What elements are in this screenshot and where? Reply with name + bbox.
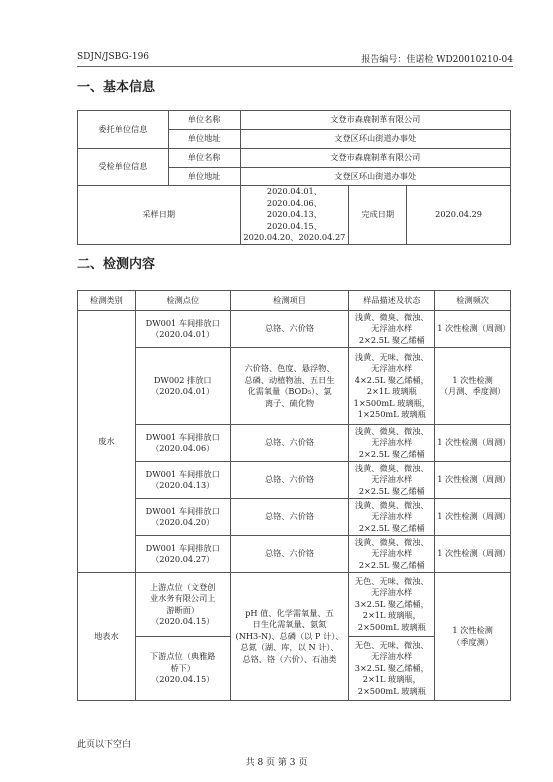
text-line: 无浮油水样 xyxy=(371,363,413,373)
text-line: DW001 车间排放口 xyxy=(145,468,220,479)
text-line: 2×500mL 玻璃瓶 xyxy=(357,621,426,632)
surface-frequency xyxy=(435,573,511,701)
text-line: 总铬、六价铬 xyxy=(264,474,315,485)
text-line: 2×1L 玻璃瓶 xyxy=(366,386,417,396)
complete-date-value: 2020.04.29 xyxy=(407,186,511,245)
text-line: 1×250mL 玻璃瓶 xyxy=(357,409,426,419)
text-line: 化需氧量（BOD₅）、氯 xyxy=(247,386,332,396)
test-items xyxy=(230,311,349,348)
text-line: DW002 排放口 xyxy=(153,374,212,385)
text-line: 无浮油水样 xyxy=(371,587,413,598)
detection-table xyxy=(77,290,511,701)
text-line: 2×1L 玻璃瓶， xyxy=(362,674,421,685)
sample-point-upstream xyxy=(135,573,230,637)
text-line: 下游点位（典雅路 xyxy=(149,651,216,662)
table-row xyxy=(78,348,511,425)
sample-point xyxy=(135,311,230,348)
inspected-name-value: 文登市森鹿制革有限公司 xyxy=(240,149,511,168)
frequency xyxy=(435,348,511,425)
text-line: 无色、无味、微浊、 xyxy=(354,575,429,586)
sample-point-downstream xyxy=(135,637,230,701)
text-line: 日生化需氧量、氨氮 xyxy=(252,619,327,630)
text-line: （季度测） xyxy=(452,636,494,647)
sample-point xyxy=(135,348,230,425)
sampling-dates xyxy=(240,186,349,245)
doc-code: SDJN/JSBG-196 xyxy=(77,52,150,62)
text-line: 1 次性检测（周测） xyxy=(437,548,511,559)
text-line: 总铬、六价铬 xyxy=(264,437,315,448)
text-line: 总铬、六价铬 xyxy=(264,511,315,522)
text-line: 浅黄、微臭、微浊、 xyxy=(354,311,429,322)
sample-point xyxy=(135,536,230,573)
text-line: 浅黄、微臭、微浊、 xyxy=(354,499,429,510)
text-line: 总铬、六价铬 xyxy=(264,323,315,334)
section-title-basic-info: 一、基本信息 xyxy=(77,80,156,95)
text-line: 无浮油水样 xyxy=(371,323,413,334)
sample-desc-downstream xyxy=(349,637,435,701)
table-row xyxy=(78,573,511,637)
text-line: 1 次性检测（周测） xyxy=(437,323,511,334)
text-line: 2×2.5L 聚乙烯桶 xyxy=(358,522,425,533)
report-number: 报告编号：佳诺检 WD20010210-04 xyxy=(361,55,513,65)
text-line: 浅黄、微臭、微浊、 xyxy=(354,462,429,473)
text-line: 上游点位（文登创 xyxy=(149,581,216,592)
text-line: 1 次性检测 xyxy=(452,374,493,385)
text-line: 1 次性检测（周测） xyxy=(437,437,511,448)
page-header xyxy=(77,52,513,67)
text-line: 总磷、动植物油、五日生 xyxy=(244,374,335,385)
text-line: 浅黄、微臭、微浊、 xyxy=(354,425,429,436)
col-header-category: 检测类别 xyxy=(78,291,136,311)
text-line: （2020.04.20） xyxy=(151,517,215,527)
category-wastewater: 废水 xyxy=(78,311,136,573)
page-number: 共 8 页 第 3 页 xyxy=(245,758,308,768)
text-line: 2×1L 玻璃瓶， xyxy=(362,610,421,621)
col-header-items: 检测项目 xyxy=(230,291,349,311)
sample-point xyxy=(135,462,230,499)
table-row xyxy=(78,499,511,536)
text-line: （2020.04.01） xyxy=(151,386,215,396)
text-line: 无浮油水样 xyxy=(371,474,413,485)
text-line: 无浮油水样 xyxy=(371,651,413,662)
text-line: DW001 车间排放口 xyxy=(145,542,220,553)
table-row xyxy=(78,536,511,573)
basic-info-table xyxy=(77,110,511,245)
inspected-name-label: 单位名称 xyxy=(168,149,240,168)
col-header-point: 检测点位 xyxy=(135,291,230,311)
surface-test-items xyxy=(230,573,349,701)
text-line: 1 次性检测 xyxy=(452,625,493,635)
test-items xyxy=(230,425,349,462)
text-line: （2020.04.13） xyxy=(151,480,215,490)
text-line: DW001 车间排放口 xyxy=(145,505,220,516)
frequency xyxy=(435,536,511,573)
col-header-desc: 样品描述及状态 xyxy=(349,291,435,311)
text-line: （月测、季度测） xyxy=(439,386,506,396)
frequency xyxy=(435,425,511,462)
inspected-addr-value: 文登区环山街道办事处 xyxy=(240,168,511,186)
client-name-value: 文登市森鹿制革有限公司 xyxy=(240,111,511,130)
text-line: 无色、无味、微浊、 xyxy=(354,639,429,650)
text-line: 无浮油水样 xyxy=(371,437,413,448)
client-addr-value: 文登区环山街道办事处 xyxy=(240,130,511,149)
text-line: 桥下） xyxy=(170,662,196,673)
text-line: DW001 车间排放口 xyxy=(145,431,220,442)
frequency xyxy=(435,311,511,348)
table-row xyxy=(78,425,511,462)
client-addr-label: 单位地址 xyxy=(168,130,240,149)
text-line: (NH3-N)、总磷（以 P 计）、 xyxy=(235,630,344,641)
test-items xyxy=(230,536,349,573)
category-surface-water: 地表水 xyxy=(78,573,136,701)
inspected-group-label: 受检单位信息 xyxy=(78,149,169,186)
test-items xyxy=(230,462,349,499)
blank-below-note: 此页以下空白 xyxy=(77,740,132,750)
sample-desc xyxy=(349,311,435,348)
text-line: 总铬、铬（六价）、石油类 xyxy=(242,653,337,664)
test-items xyxy=(230,499,349,536)
client-group-label: 委托单位信息 xyxy=(78,111,169,149)
text-line: （2020.04.06） xyxy=(151,443,215,453)
text-line: （2020.04.27） xyxy=(151,554,215,564)
text-line: 离子、硫化物 xyxy=(264,397,315,408)
text-line: （2020.04.01） xyxy=(151,329,215,339)
text-line: （2020.04.15） xyxy=(151,616,215,626)
text-line: 2×2.5L 聚乙烯桶 xyxy=(358,334,425,345)
text-line: 游断面） xyxy=(166,604,200,615)
text-line: 1×500mL 玻璃瓶， xyxy=(353,397,430,408)
sampling-date-label: 采样日期 xyxy=(78,186,241,245)
text-line: 1 次性检测（周测） xyxy=(437,474,511,485)
text-line: 六价铬、色度、悬浮物、 xyxy=(244,363,335,373)
sample-desc xyxy=(349,348,435,425)
text-line: 2020.04.20、2020.04.27 xyxy=(243,232,346,242)
sample-desc-upstream xyxy=(349,573,435,637)
text-line: 3×2.5L 聚乙烯桶， xyxy=(354,662,429,673)
col-header-frequency: 检测频次 xyxy=(435,291,511,311)
text-line: 无浮油水样 xyxy=(371,511,413,522)
sample-point xyxy=(135,425,230,462)
text-line: DW001 车间排放口 xyxy=(145,317,220,328)
client-name-label: 单位名称 xyxy=(168,111,240,130)
text-line: 1 次性检测（周测） xyxy=(437,511,511,522)
text-line: 2020.04.01、2020.04.06、 xyxy=(266,186,322,208)
text-line: 2020.04.13、2020.04.15、 xyxy=(266,209,322,231)
sample-desc xyxy=(349,536,435,573)
sample-desc xyxy=(349,462,435,499)
section-title-detection: 二、检测内容 xyxy=(77,257,156,272)
table-row xyxy=(78,462,511,499)
frequency xyxy=(435,462,511,499)
text-line: 总氮（湖、库，以 N 计）、 xyxy=(240,642,339,653)
frequency xyxy=(435,499,511,536)
table-row xyxy=(78,311,511,348)
complete-date-label: 完成日期 xyxy=(349,186,407,245)
text-line: 浅黄、无味、微浊、 xyxy=(354,351,429,362)
text-line: 业水务有限公司上 xyxy=(149,593,216,603)
text-line: 2×2.5L 聚乙烯桶 xyxy=(358,485,425,496)
text-line: 无浮油水样 xyxy=(371,548,413,559)
text-line: 4×2.5L 聚乙烯桶， xyxy=(354,374,429,385)
sample-desc xyxy=(349,425,435,462)
text-line: 2×2.5L 聚乙烯桶 xyxy=(358,448,425,459)
text-line: 2×500mL 玻璃瓶 xyxy=(357,685,426,696)
text-line: 3×2.5L 聚乙烯桶， xyxy=(354,598,429,609)
test-items xyxy=(230,348,349,425)
text-line: pH 值、化学需氧量、五 xyxy=(245,607,334,618)
text-line: 2×2.5L 聚乙烯桶 xyxy=(358,559,425,570)
text-line: 总铬、六价铬 xyxy=(264,548,315,559)
sample-point xyxy=(135,499,230,536)
sample-desc xyxy=(349,499,435,536)
text-line: 浅黄、微臭、微浊、 xyxy=(354,536,429,547)
text-line: （2020.04.15） xyxy=(151,674,215,685)
inspected-addr-label: 单位地址 xyxy=(168,168,240,186)
